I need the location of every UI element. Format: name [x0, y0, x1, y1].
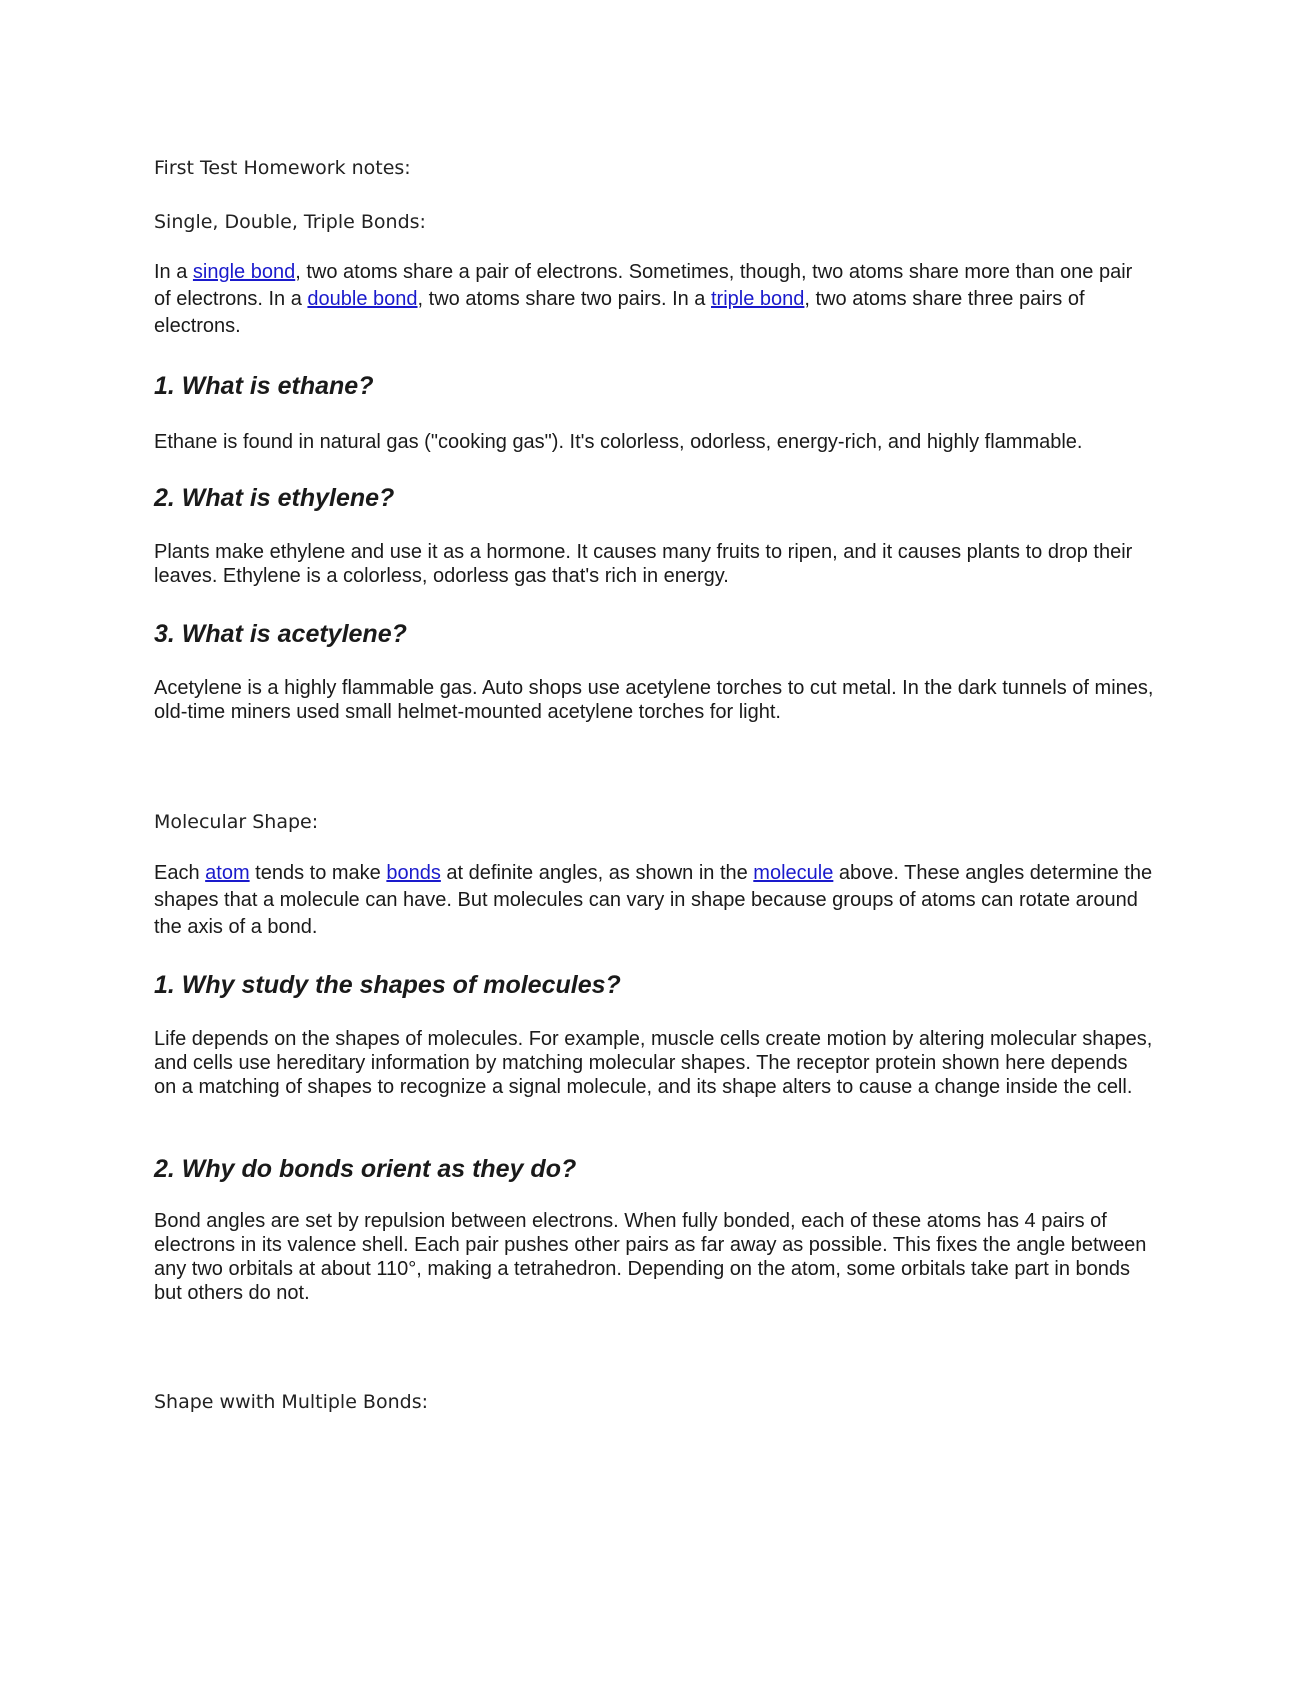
heading-why-bonds-orient: 2. Why do bonds orient as they do?: [154, 1155, 577, 1183]
section-label-molecular-shape: Molecular Shape:: [154, 811, 319, 833]
section-label-bonds: Single, Double, Triple Bonds:: [154, 211, 426, 233]
text-run: at definite angles, as shown in the: [440, 862, 754, 884]
text-run: tends to make: [249, 862, 387, 884]
single-bond-link[interactable]: single bond: [192, 261, 296, 283]
section-label-multiple-bonds: Shape wwith Multiple Bonds:: [154, 1391, 428, 1413]
bonds-link[interactable]: bonds: [386, 862, 441, 884]
double-bond-link[interactable]: double bond: [307, 288, 418, 310]
answer-ethylene: Plants make ethylene and use it as a hormone. It causes many fruits to ripen, and it causes plants to drop their leaves. Ethylene is a colorless, odorless gas that's rich in energy.: [154, 541, 1133, 587]
shape-intro-paragraph: [154, 860, 1154, 941]
text-run: , two atoms share a pair of electrons. Sometimes, though, two atoms share more than one pair of electrons. In a: [154, 261, 1133, 310]
answer-ethane: Ethane is found in natural gas ("cooking gas"). It's colorless, odorless, energy-rich, and highly flammable.: [154, 431, 1083, 453]
molecule-link[interactable]: molecule: [753, 862, 834, 884]
text-run: , two atoms share two pairs. In a: [417, 288, 711, 310]
answer-why-study-shapes: Life depends on the shapes of molecules. For example, muscle cells create motion by altering molecular shapes, and cells use hereditary information by matching molecular shapes. The receptor protein shown here depends on a matching of shapes to recognize a signal molecule, and its shape alters to cause a change inside the cell.: [154, 1028, 1153, 1098]
answer-acetylene: Acetylene is a highly flammable gas. Auto shops use acetylene torches to cut metal. In the dark tunnels of mines, old-time miners used small helmet-mounted acetylene torches for light.: [154, 677, 1154, 723]
text-run: above. These angles determine the shapes that a molecule can have. But molecules can vary in shape because groups of atoms can rotate around the axis of a bond.: [154, 862, 1153, 938]
heading-ethane: 1. What is ethane?: [154, 372, 374, 400]
bonds-intro-paragraph: [154, 259, 1154, 340]
text-run: Each: [154, 862, 206, 884]
heading-ethylene: 2. What is ethylene?: [154, 484, 395, 512]
text-run: , two atoms share three pairs of electrons.: [154, 288, 1085, 337]
answer-why-bonds-orient: Bond angles are set by repulsion between electrons. When fully bonded, each of these atoms has 4 pairs of electrons in its valence shell. Each pair pushes other pairs as far away as possible. This fixes the angle between any two orbitals at about 110°, making a tetrahedron. Depending on the atom, some orbitals take part in bonds but others do not.: [154, 1210, 1147, 1304]
text-run: In a: [154, 261, 193, 283]
heading-why-study-shapes: 1. Why study the shapes of molecules?: [154, 971, 621, 999]
heading-acetylene: 3. What is acetylene?: [154, 620, 407, 648]
document-title: First Test Homework notes:: [154, 157, 411, 179]
triple-bond-link[interactable]: triple bond: [711, 288, 805, 310]
atom-link[interactable]: atom: [205, 862, 250, 884]
